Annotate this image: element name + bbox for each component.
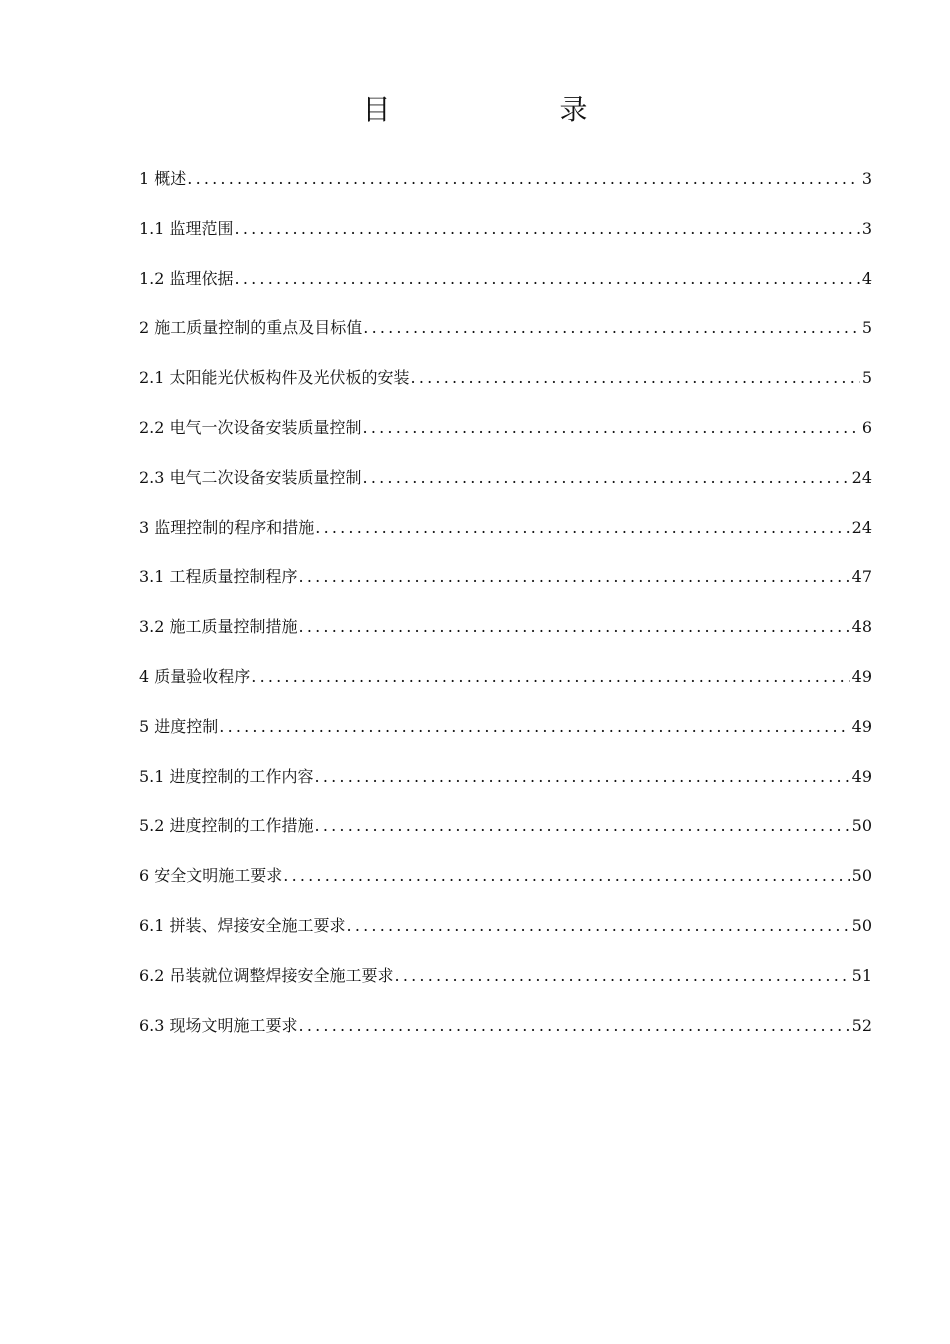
toc-dot-leader <box>234 265 860 293</box>
toc-entry[interactable] <box>139 314 872 364</box>
toc-entry-page: 50 <box>851 866 872 886</box>
toc-dot-leader <box>314 514 849 542</box>
toc-entry-page: 48 <box>851 617 872 637</box>
toc-entry-label: 1.2 监理依据 <box>139 268 234 288</box>
toc-entry-page: 49 <box>851 766 872 786</box>
toc-entry-label: 3 监理控制的程序和措施 <box>139 517 315 537</box>
toc-entry-label: 6.2 吊装就位调整焊接安全施工要求 <box>139 965 394 985</box>
toc-entry-page: 6 <box>861 417 872 437</box>
toc-entry-label: 2 施工质量控制的重点及目标值 <box>139 318 363 338</box>
toc-dot-leader <box>298 1012 850 1040</box>
toc-entry[interactable] <box>139 514 872 564</box>
toc-entry[interactable] <box>139 364 872 414</box>
toc-entry[interactable] <box>139 265 872 315</box>
toc-entry-page: 5 <box>861 368 872 388</box>
toc-entry[interactable] <box>139 613 872 663</box>
toc-entry[interactable] <box>139 1012 872 1062</box>
toc-entry-page: 4 <box>861 268 872 288</box>
toc-dot-leader <box>394 962 850 990</box>
toc-entry-label: 4 质量验收程序 <box>139 666 251 686</box>
toc-entry-page: 24 <box>851 467 872 487</box>
toc-list <box>139 165 872 1061</box>
toc-entry-label: 2.3 电气二次设备安装质量控制 <box>139 467 362 487</box>
toc-entry[interactable] <box>139 563 872 613</box>
toc-entry-label: 1 概述 <box>139 169 187 188</box>
toc-title: 目 录 <box>362 93 668 126</box>
toc-dot-leader <box>186 165 860 193</box>
toc-entry-label: 3.2 施工质量控制措施 <box>139 617 298 637</box>
toc-entry-page: 24 <box>851 517 872 537</box>
toc-dot-leader <box>362 314 860 342</box>
toc-dot-leader <box>234 215 860 243</box>
toc-entry-label: 6.3 现场文明施工要求 <box>139 1015 298 1035</box>
toc-entry[interactable] <box>139 414 872 464</box>
toc-entry-page: 49 <box>851 716 872 736</box>
toc-entry-page: 47 <box>851 567 872 587</box>
toc-entry-page: 3 <box>861 169 872 188</box>
toc-entry-page: 50 <box>851 915 872 935</box>
toc-entry[interactable] <box>139 663 872 713</box>
toc-dot-leader <box>362 464 850 492</box>
toc-entry-label: 1.1 监理范围 <box>139 218 234 238</box>
toc-entry[interactable] <box>139 862 872 912</box>
toc-entry-label: 6.1 拼装、焊接安全施工要求 <box>139 915 346 935</box>
toc-dot-leader <box>218 713 849 741</box>
toc-entry[interactable] <box>139 962 872 1012</box>
toc-entry-label: 5 进度控制 <box>139 716 219 736</box>
toc-entry-page: 50 <box>851 816 872 836</box>
toc-entry[interactable] <box>139 812 872 862</box>
toc-entry[interactable] <box>139 912 872 962</box>
toc-entry-label: 6 安全文明施工要求 <box>139 866 283 886</box>
toc-dot-leader <box>362 414 860 442</box>
toc-dot-leader <box>314 763 850 791</box>
toc-dot-leader <box>282 862 849 890</box>
toc-dot-leader <box>298 563 850 591</box>
toc-entry-page: 52 <box>851 1015 872 1035</box>
toc-entry-label: 2.1 太阳能光伏板构件及光伏板的安装 <box>139 368 410 388</box>
toc-entry-page: 5 <box>861 318 872 338</box>
toc-dot-leader <box>410 364 860 392</box>
toc-entry-label: 2.2 电气一次设备安装质量控制 <box>139 417 362 437</box>
toc-entry-page: 3 <box>861 218 872 238</box>
toc-dot-leader <box>346 912 850 940</box>
toc-entry[interactable] <box>139 215 872 265</box>
toc-dot-leader <box>314 812 850 840</box>
toc-entry[interactable] <box>139 165 872 215</box>
toc-entry[interactable] <box>139 464 872 514</box>
toc-dot-leader <box>298 613 850 641</box>
toc-entry-page: 51 <box>851 965 872 985</box>
toc-entry-label: 3.1 工程质量控制程序 <box>139 567 298 587</box>
toc-entry-label: 5.1 进度控制的工作内容 <box>139 766 314 786</box>
toc-entry[interactable] <box>139 713 872 763</box>
toc-entry-label: 5.2 进度控制的工作措施 <box>139 816 314 836</box>
toc-entry-page: 49 <box>851 666 872 686</box>
toc-dot-leader <box>250 663 849 691</box>
toc-entry[interactable] <box>139 763 872 813</box>
